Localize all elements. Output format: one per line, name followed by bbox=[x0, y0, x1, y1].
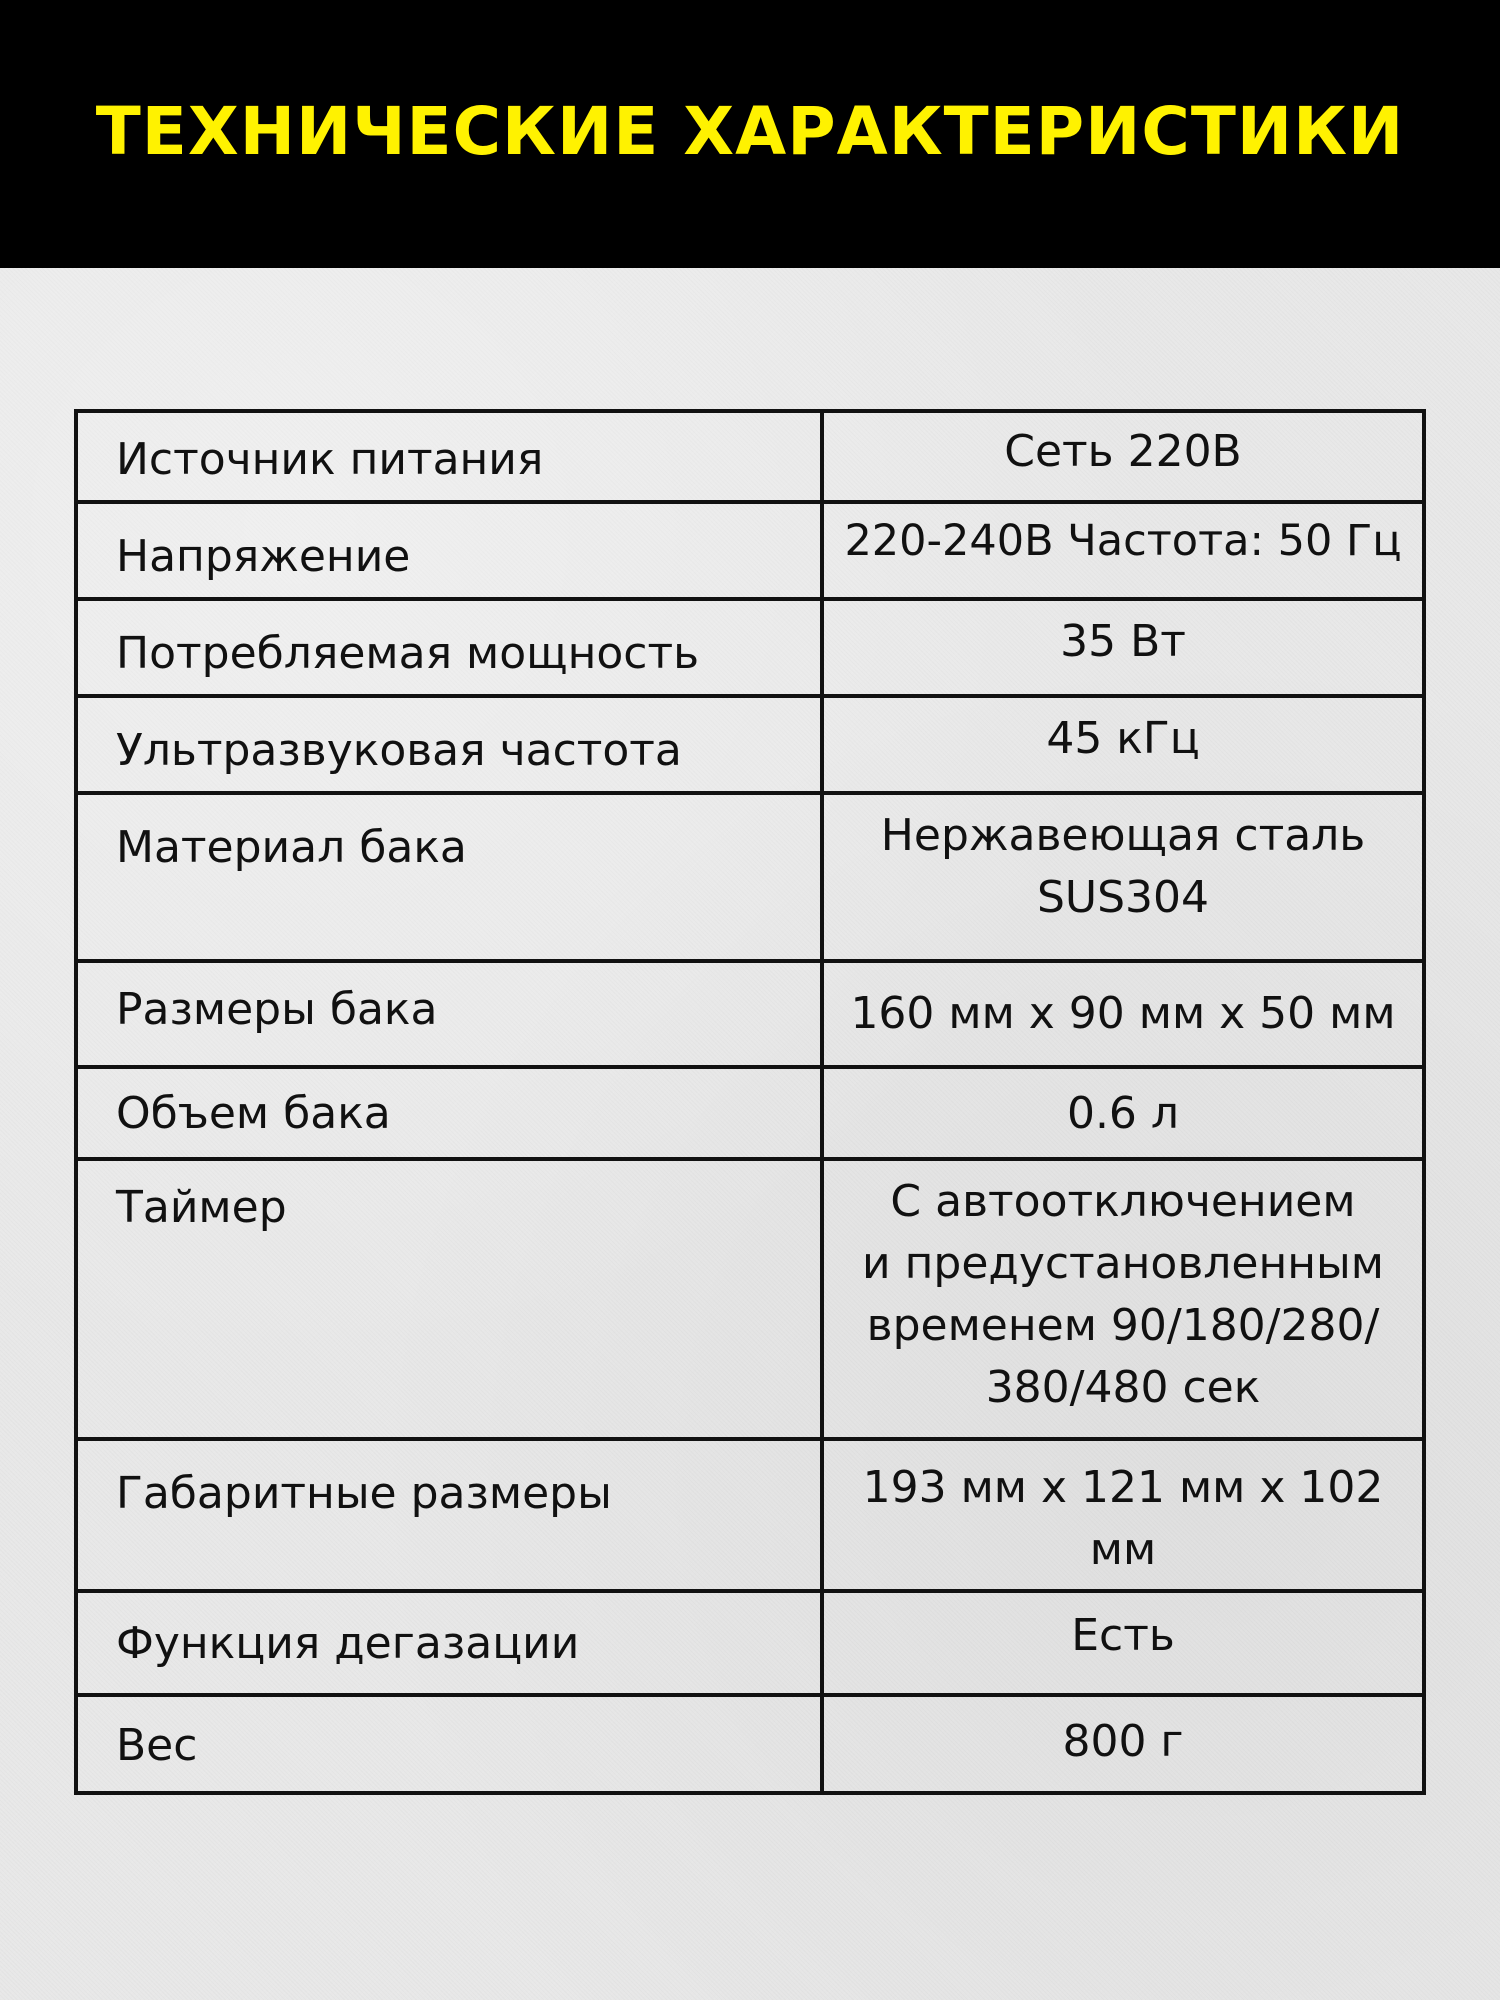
spec-value: 45 кГц bbox=[822, 696, 1424, 793]
spec-label: Габаритные размеры bbox=[76, 1439, 822, 1591]
spec-value: 35 Вт bbox=[822, 599, 1424, 696]
spec-value: С автоотключением и предустановленным временем 90/180/280/ 380/480 сек bbox=[822, 1159, 1424, 1439]
spec-row-tank-dimensions bbox=[76, 961, 1424, 1067]
spec-label: Функция дегазации bbox=[76, 1591, 822, 1695]
spec-value: 193 мм x 121 мм x 102 мм bbox=[822, 1439, 1424, 1591]
spec-label: Потребляемая мощность bbox=[76, 599, 822, 696]
spec-label: Напряжение bbox=[76, 502, 822, 599]
spec-row-overall-dimensions bbox=[76, 1439, 1424, 1591]
spec-value: 800 г bbox=[822, 1695, 1424, 1793]
specifications-table bbox=[74, 409, 1426, 1795]
spec-label: Вес bbox=[76, 1695, 822, 1793]
spec-row-ultrasonic-frequency bbox=[76, 696, 1424, 793]
header-banner bbox=[0, 0, 1500, 268]
spec-label: Ультразвуковая частота bbox=[76, 696, 822, 793]
spec-value: 0.6 л bbox=[822, 1067, 1424, 1159]
spec-row-weight bbox=[76, 1695, 1424, 1793]
spec-value: 160 мм x 90 мм x 50 мм bbox=[822, 961, 1424, 1067]
spec-label: Объем бака bbox=[76, 1067, 822, 1159]
spec-value: Сеть 220В bbox=[822, 411, 1424, 502]
spec-label: Размеры бака bbox=[76, 961, 822, 1067]
spec-row-power-consumption bbox=[76, 599, 1424, 696]
spec-row-tank-volume bbox=[76, 1067, 1424, 1159]
spec-row-tank-material bbox=[76, 793, 1424, 961]
spec-value: Есть bbox=[822, 1591, 1424, 1695]
spec-label: Источник питания bbox=[76, 411, 822, 502]
spec-row-timer bbox=[76, 1159, 1424, 1439]
spec-row-voltage bbox=[76, 502, 1424, 599]
spec-label: Материал бака bbox=[76, 793, 822, 961]
spec-value: 220-240В Частота: 50 Гц bbox=[822, 502, 1424, 599]
page-title: ТЕХНИЧЕСКИЕ ХАРАКТЕРИСТИКИ bbox=[95, 92, 1405, 170]
spec-value: Нержавеющая сталь SUS304 bbox=[822, 793, 1424, 961]
spec-label: Таймер bbox=[76, 1159, 822, 1439]
spec-row-degassing bbox=[76, 1591, 1424, 1695]
spec-row-power-source bbox=[76, 411, 1424, 502]
